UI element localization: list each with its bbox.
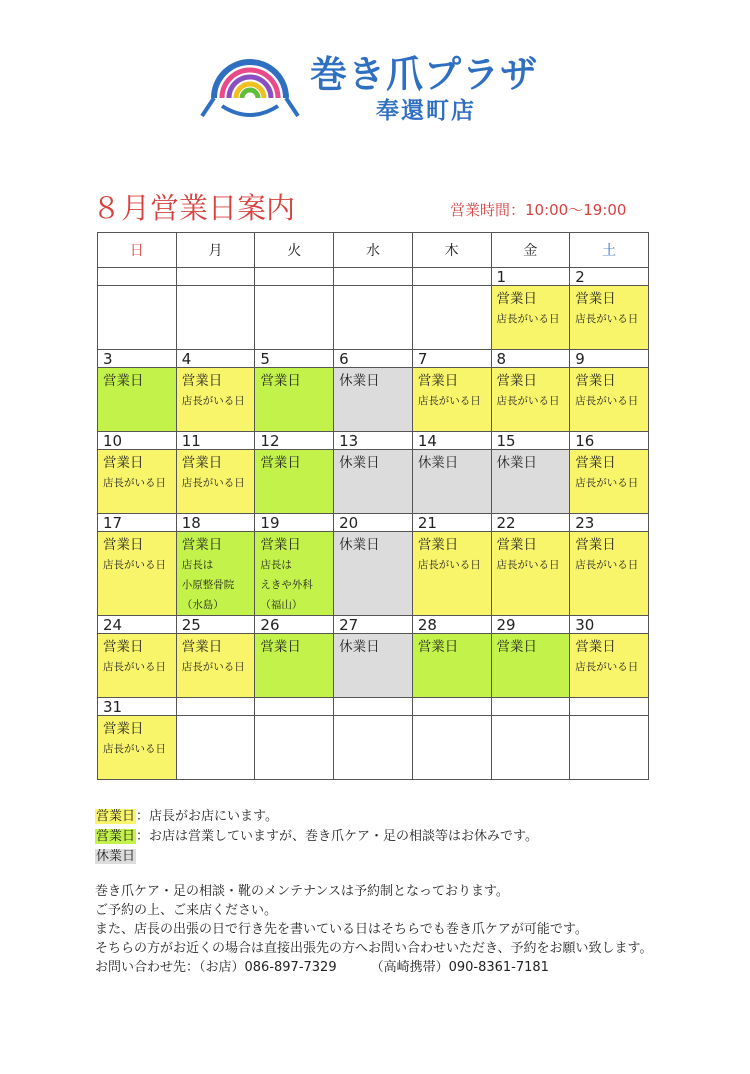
day-cell <box>334 450 413 514</box>
day-number: 7 <box>417 349 428 368</box>
day-cell <box>570 450 649 514</box>
day-cell <box>176 634 255 698</box>
day-cell <box>412 450 491 514</box>
day-status: 営業日 <box>496 373 538 389</box>
day-cell <box>255 450 334 514</box>
day-status: 営業日 <box>103 455 144 471</box>
day-number-cell <box>176 432 255 450</box>
weekday-header: 日 <box>98 233 177 268</box>
weekday-header: 金 <box>491 233 570 268</box>
day-note: 店長がいる日 <box>103 743 166 755</box>
day-number: 5 <box>260 349 270 368</box>
day-note: 店長がいる日 <box>575 559 639 571</box>
day-number: 4 <box>181 349 192 368</box>
day-note: 店長がいる日 <box>575 395 639 407</box>
day-number: 11 <box>181 431 201 450</box>
day-note: 店長がいる日 <box>417 559 481 571</box>
day-status-row <box>98 532 649 616</box>
day-cell <box>334 716 413 780</box>
day-number-cell <box>255 698 334 716</box>
day-cell <box>255 634 334 698</box>
day-number-cell <box>176 350 255 368</box>
day-note: 店長がいる日 <box>575 661 639 673</box>
legend-row <box>95 827 538 847</box>
day-note: 店長は <box>181 559 214 571</box>
day-note: 店長がいる日 <box>496 559 560 571</box>
day-number-cell <box>412 514 491 532</box>
day-note: 店長は <box>260 559 292 571</box>
info-line: ご予約の上、ご来店ください。 <box>95 903 278 918</box>
day-number-cell <box>334 432 413 450</box>
day-status: 営業日 <box>181 373 223 389</box>
day-number-cell <box>98 350 177 368</box>
day-cell <box>570 532 649 616</box>
day-note: 小原整骨院 <box>181 579 235 591</box>
legend-row <box>95 847 538 867</box>
day-number-cell <box>570 616 649 634</box>
day-number-cell <box>176 616 255 634</box>
day-number: 31 <box>103 697 123 716</box>
day-cell <box>491 286 570 350</box>
info-line: そちらの方がお近くの場合は直接出張先の方へお問い合わせいただき、予約をお願い致します。 <box>95 941 653 956</box>
day-status-row <box>98 450 649 514</box>
weekday-header: 水 <box>334 233 413 268</box>
day-cell <box>491 532 570 616</box>
day-cell <box>176 286 255 350</box>
day-cell <box>98 716 177 780</box>
day-cell <box>334 532 413 616</box>
legend-tag: 営業日 <box>96 829 136 844</box>
day-number: 23 <box>575 513 595 532</box>
day-cell <box>176 716 255 780</box>
day-cell <box>176 532 255 616</box>
legend-tag: 営業日 <box>96 809 136 824</box>
brand-logo <box>200 40 560 130</box>
day-number-cell <box>491 268 570 286</box>
day-status: 営業日 <box>575 639 616 655</box>
day-number: 8 <box>496 349 507 368</box>
day-cell <box>412 716 491 780</box>
day-number: 2 <box>575 267 585 286</box>
calendar-table <box>97 232 649 780</box>
day-status: 営業日 <box>103 639 144 655</box>
day-status-row <box>98 368 649 432</box>
info-line: また、店長の出張の日で行き先を書いている日はそちらでも巻き爪ケアが可能です。 <box>95 922 588 937</box>
date-number-row <box>98 514 649 532</box>
day-number: 29 <box>496 615 516 634</box>
day-status: 営業日 <box>575 291 616 307</box>
day-status: 営業日 <box>575 373 616 389</box>
day-cell <box>255 716 334 780</box>
day-cell <box>98 368 177 432</box>
day-number-cell <box>491 514 570 532</box>
brand-branch: 奉還町店 <box>376 98 476 124</box>
day-number: 14 <box>417 431 437 450</box>
weekday-header: 火 <box>255 233 334 268</box>
weekday-header: 月 <box>176 233 255 268</box>
day-note: 店長がいる日 <box>496 313 560 325</box>
weekday-header: 木 <box>412 233 491 268</box>
day-number-cell <box>412 616 491 634</box>
day-status: 営業日 <box>103 721 144 737</box>
day-cell <box>255 368 334 432</box>
day-cell <box>491 716 570 780</box>
contact-mobile: （高崎携帯）090-8361-7181 <box>370 960 549 975</box>
day-number-cell <box>176 698 255 716</box>
day-number: 26 <box>260 615 280 634</box>
day-number: 30 <box>575 615 595 634</box>
date-number-row <box>98 432 649 450</box>
day-note: 店長がいる日 <box>417 395 481 407</box>
day-number-cell <box>491 432 570 450</box>
day-number-cell <box>491 616 570 634</box>
day-status: 営業日 <box>260 455 301 471</box>
day-number: 15 <box>496 431 516 450</box>
day-note: 店長がいる日 <box>181 661 245 673</box>
day-number-cell <box>98 432 177 450</box>
day-status: 営業日 <box>181 537 223 553</box>
day-status: 営業日 <box>260 373 301 389</box>
day-number: 12 <box>260 431 280 450</box>
day-cell <box>491 634 570 698</box>
day-cell <box>98 286 177 350</box>
day-number: 27 <box>339 615 359 634</box>
day-number-cell <box>570 268 649 286</box>
day-status: 営業日 <box>417 639 459 655</box>
day-status-row <box>98 286 649 350</box>
day-note: 店長がいる日 <box>103 559 166 571</box>
day-status: 営業日 <box>181 455 223 471</box>
day-status: 営業日 <box>575 455 616 471</box>
day-cell <box>570 634 649 698</box>
day-cell <box>570 368 649 432</box>
day-status: 営業日 <box>417 373 459 389</box>
day-cell <box>255 286 334 350</box>
info-line: 巻き爪ケア・足の相談・靴のメンテナンスは予約制となっております。 <box>95 884 509 899</box>
day-number: 9 <box>575 349 585 368</box>
day-cell <box>570 286 649 350</box>
date-number-row <box>98 268 649 286</box>
day-number-cell <box>98 616 177 634</box>
day-cell <box>334 634 413 698</box>
day-cell <box>412 634 491 698</box>
day-number: 17 <box>103 513 123 532</box>
day-number-cell <box>255 350 334 368</box>
day-number-cell <box>491 350 570 368</box>
day-note: 店長がいる日 <box>496 395 560 407</box>
legend-text: ：店長がお店にいます。 <box>136 809 278 824</box>
day-number-cell <box>98 514 177 532</box>
day-number-cell <box>255 268 334 286</box>
day-number-cell <box>255 432 334 450</box>
day-status: 休業日 <box>339 639 380 655</box>
day-status-row <box>98 716 649 780</box>
day-note: 店長がいる日 <box>181 395 245 407</box>
day-status: 休業日 <box>339 373 380 389</box>
day-number-cell <box>570 350 649 368</box>
day-number-cell <box>334 616 413 634</box>
day-note: 店長がいる日 <box>103 661 166 673</box>
day-number-cell <box>570 514 649 532</box>
day-status: 営業日 <box>260 639 301 655</box>
day-number-cell <box>334 698 413 716</box>
day-number-cell <box>570 432 649 450</box>
day-number-cell <box>412 268 491 286</box>
day-number-cell <box>255 514 334 532</box>
legend <box>95 807 538 867</box>
legend-tag: 休業日 <box>96 849 136 864</box>
day-number-cell <box>176 268 255 286</box>
day-status: 営業日 <box>417 537 459 553</box>
day-number-cell <box>412 350 491 368</box>
day-status: 営業日 <box>496 537 538 553</box>
brand-name: 巻き爪プラザ <box>310 53 538 96</box>
day-note: えきや外科 <box>260 579 313 591</box>
day-cell <box>98 450 177 514</box>
day-cell <box>412 532 491 616</box>
day-status: 営業日 <box>575 537 616 553</box>
day-note: 店長がいる日 <box>575 313 639 325</box>
contact-shop: お問い合わせ先：（お店）086-897-7329 <box>95 960 337 975</box>
day-cell <box>412 368 491 432</box>
day-number: 10 <box>103 431 123 450</box>
weekday-header: 土 <box>570 233 649 268</box>
day-number: 20 <box>339 513 359 532</box>
day-status-row <box>98 634 649 698</box>
day-status: 営業日 <box>496 639 538 655</box>
day-status: 営業日 <box>103 537 144 553</box>
day-number: 19 <box>260 513 280 532</box>
day-cell <box>255 532 334 616</box>
day-number-cell <box>570 698 649 716</box>
day-number-cell <box>98 268 177 286</box>
day-status: 休業日 <box>339 537 380 553</box>
legend-text: ：お店は営業していますが、巻き爪ケア・足の相談等はお休みです。 <box>136 829 538 844</box>
rainbow-person-icon <box>200 40 300 120</box>
day-number-cell <box>334 350 413 368</box>
day-cell <box>491 368 570 432</box>
contact-line <box>95 958 652 977</box>
day-number: 13 <box>339 431 359 450</box>
day-note: 店長がいる日 <box>103 477 166 489</box>
page-title: ８月営業日案内 <box>92 191 296 225</box>
day-note: 店長がいる日 <box>575 477 639 489</box>
legend-row <box>95 807 538 827</box>
info-text <box>95 882 652 977</box>
date-number-row <box>98 350 649 368</box>
day-cell <box>334 368 413 432</box>
day-cell <box>176 368 255 432</box>
day-number-cell <box>412 698 491 716</box>
day-status: 休業日 <box>339 455 380 471</box>
day-number: 22 <box>496 513 516 532</box>
weekday-header-row <box>98 233 649 268</box>
day-number: 18 <box>181 513 201 532</box>
day-number-cell <box>255 616 334 634</box>
day-note: （水島） <box>181 599 224 611</box>
date-number-row <box>98 698 649 716</box>
day-cell <box>98 634 177 698</box>
day-number: 21 <box>417 513 437 532</box>
day-number-cell <box>412 432 491 450</box>
day-number: 1 <box>496 267 507 286</box>
day-status: 休業日 <box>417 455 459 471</box>
day-cell <box>412 286 491 350</box>
day-number-cell <box>176 514 255 532</box>
day-cell <box>334 286 413 350</box>
day-status: 休業日 <box>496 455 538 471</box>
day-status: 営業日 <box>103 373 144 389</box>
day-cell <box>570 716 649 780</box>
day-cell <box>176 450 255 514</box>
day-number: 28 <box>417 615 437 634</box>
day-number: 6 <box>339 349 349 368</box>
day-cell <box>491 450 570 514</box>
business-hours: 営業時間：10:00～19:00 <box>450 201 627 219</box>
day-status: 営業日 <box>181 639 223 655</box>
date-number-row <box>98 616 649 634</box>
day-number-cell <box>98 698 177 716</box>
day-number-cell <box>334 268 413 286</box>
day-number: 3 <box>103 349 113 368</box>
day-number: 16 <box>575 431 595 450</box>
day-note: 店長がいる日 <box>181 477 245 489</box>
day-number: 25 <box>181 615 201 634</box>
day-status: 営業日 <box>496 291 538 307</box>
day-number: 24 <box>103 615 123 634</box>
day-number-cell <box>491 698 570 716</box>
day-number-cell <box>334 514 413 532</box>
day-cell <box>98 532 177 616</box>
day-note: （福山） <box>260 599 303 611</box>
day-status: 営業日 <box>260 537 301 553</box>
